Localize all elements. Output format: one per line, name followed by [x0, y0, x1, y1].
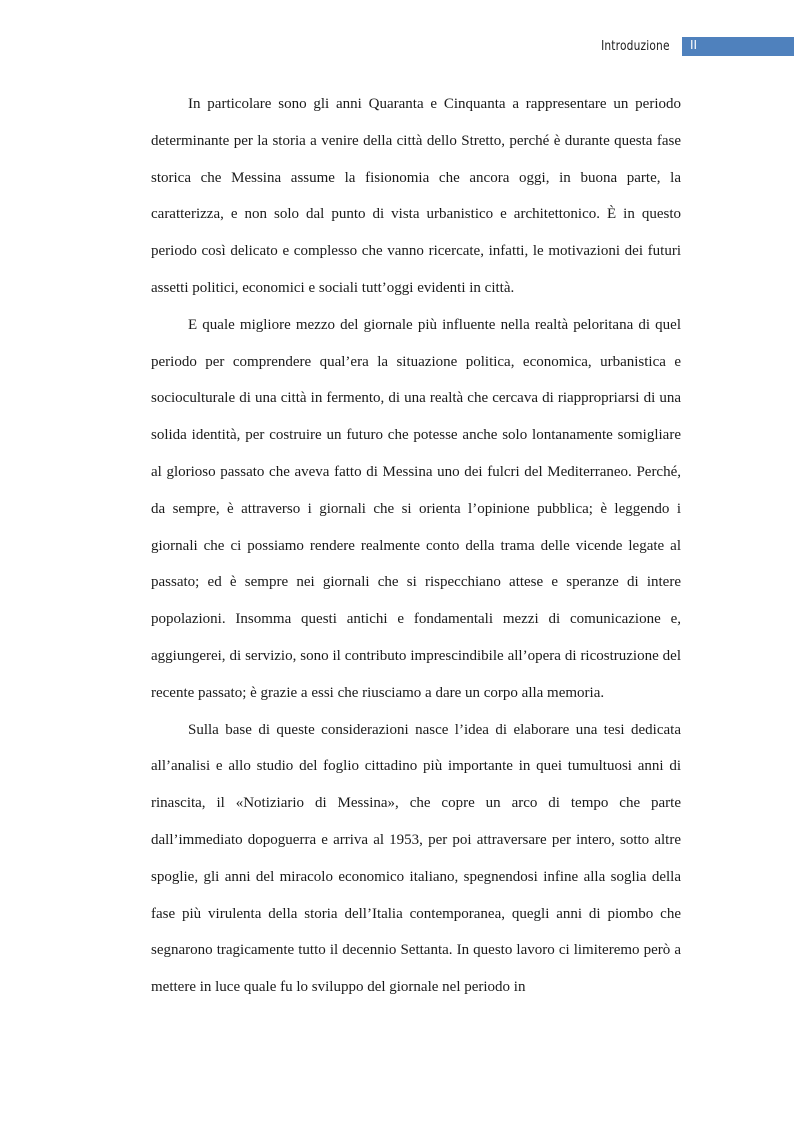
page-header	[0, 37, 794, 57]
paragraph-1: In particolare sono gli anni Quaranta e Cinquanta a rappresentare un periodo determinante per la storia a venire della città dello Stretto, perché è durante questa fase storica che Messina assume la fisionomia che ancora oggi, in buona parte, la caratterizza, e non solo dal punto di vista urbanistico e architettonico. È in questo periodo così delicato e complesso che vanno ricercate, infatti, le motivazioni dei futuri assetti politici, economici e sociali tutt’oggi evidenti in città.	[151, 96, 681, 296]
page-number: II	[690, 38, 698, 52]
section-title: Introduzione	[601, 39, 670, 54]
page-number-bar	[682, 37, 794, 56]
paragraph-3: Sulla base di queste considerazioni nasce l’idea di elaborare una tesi dedicata all’analisi e allo studio del foglio cittadino più importante in quei tumultuosi anni di rinascita, il «Notiziario di Messina», che copre un arco di tempo che parte dall’immediato dopoguerra e arriva al 1953, per poi attraversare per intero, sotto altre spoglie, gli anni del miracolo economico italiano, spegnendosi infine alla soglia della fase più virulenta della storia dell’Italia contemporanea, quegli anni di piombo che segnarono tragicamente tutto il decennio Settanta. In questo lavoro ci limiteremo però a mettere in luce quale fu lo sviluppo del giornale nel periodo in	[151, 721, 681, 996]
paragraph-2: E quale migliore mezzo del giornale più influente nella realtà peloritana di quel periodo per comprendere qual’era la situazione politica, economica, urbanistica e socioculturale di una città in fermento, di una realtà che cercava di riappropriarsi di una solida identità, per costruire un futuro che potesse anche solo lontanamente somigliare al glorioso passato che aveva fatto di Messina uno dei fulcri del Mediterraneo. Perché, da sempre, è attraverso i giornali che si orienta l’opinione pubblica; è leggendo i giornali che ci possiamo rendere realmente conto della trama delle vicende legate al passato; ed è sempre nei giornali che si rispecchiano attese e speranze di intere popolazioni. Insomma questi antichi e fondamentali mezzi di comunicazione e, aggiungerei, di servizio, sono il contributo imprescindibile all’opera di ricostruzione del recente passato; è grazie a essi che riusciamo a dare un corpo alla memoria.	[151, 316, 681, 701]
body-text	[151, 86, 681, 1006]
